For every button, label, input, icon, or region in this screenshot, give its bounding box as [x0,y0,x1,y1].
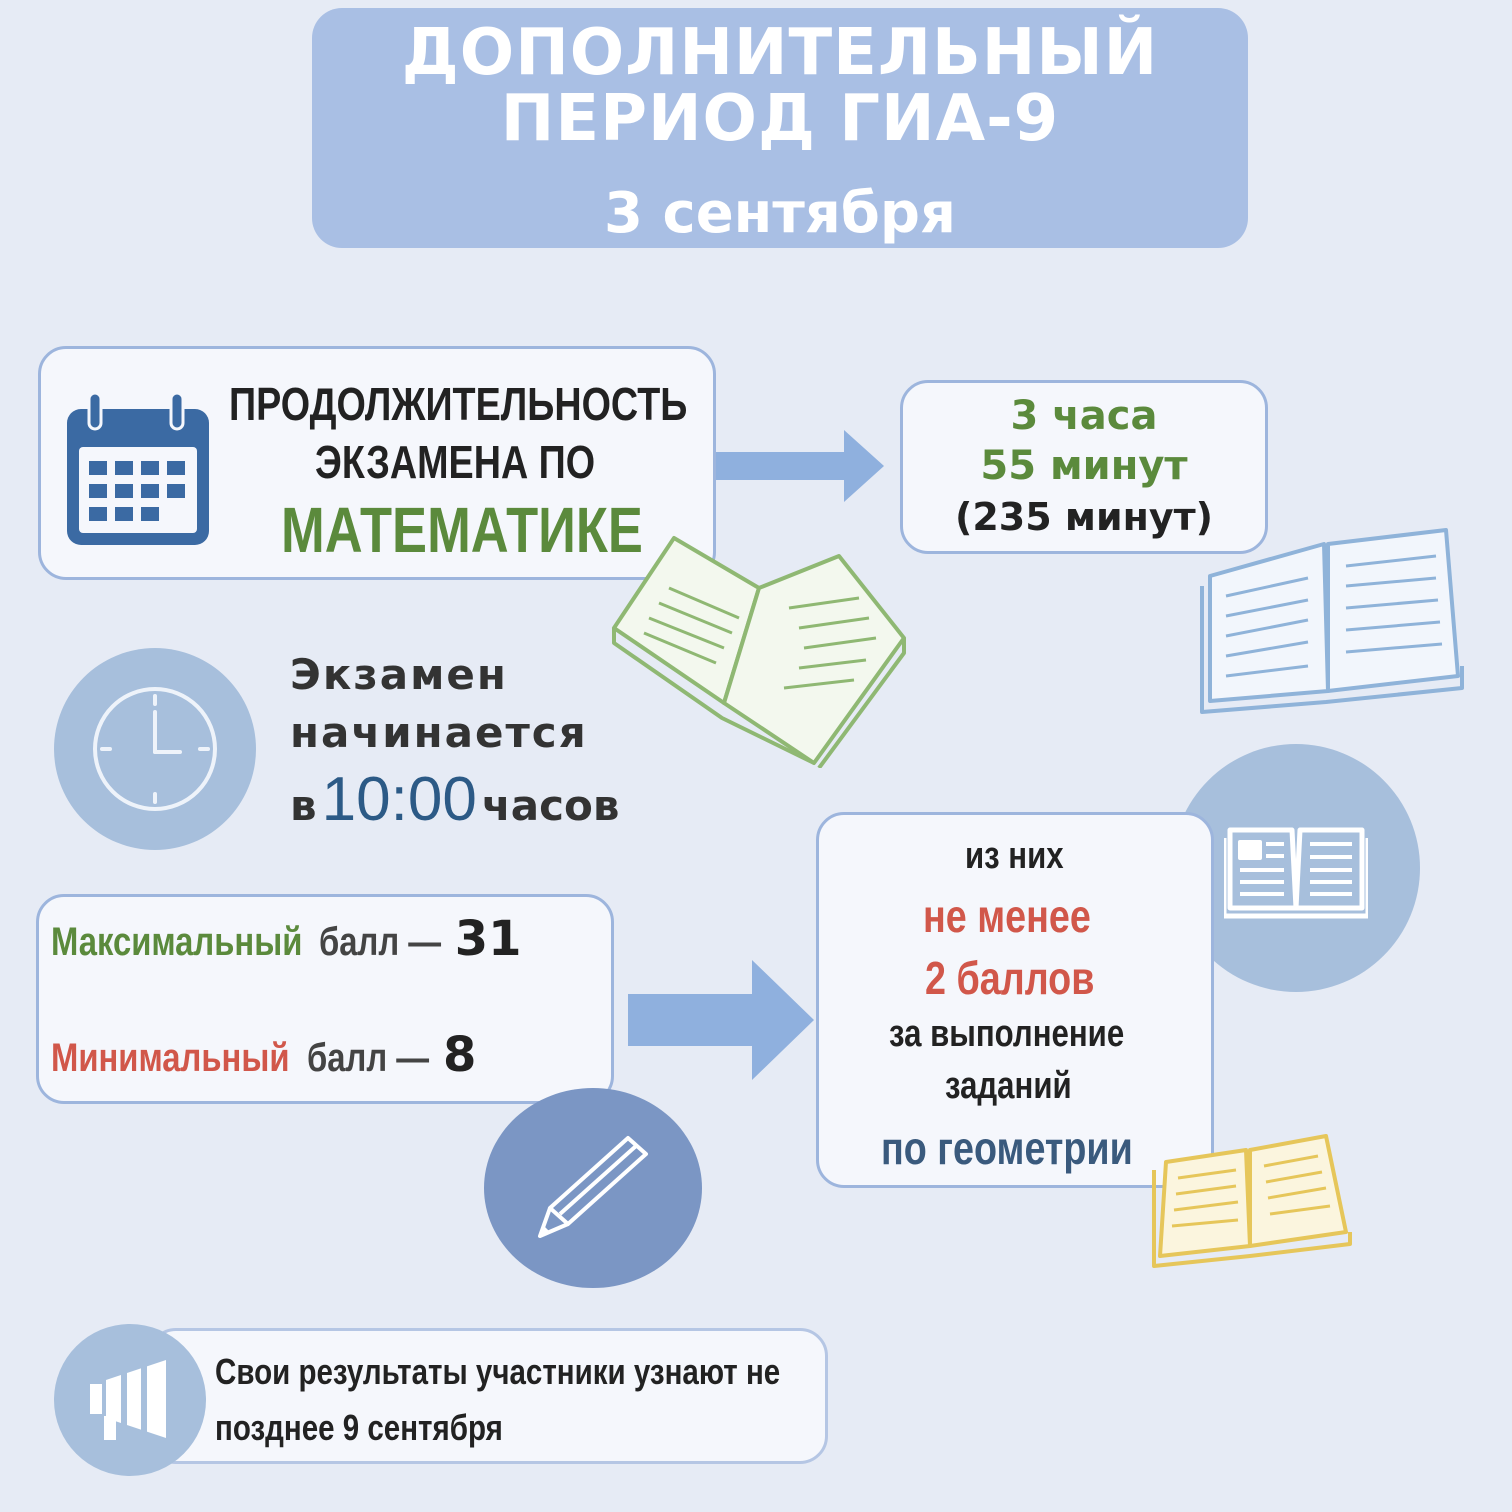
min-score-value: 8 [442,1027,477,1083]
min-score-row [51,1027,476,1083]
page-title: ДОПОЛНИТЕЛЬНЫЙ ПЕРИОД ГИА-9 [401,16,1159,156]
start-time: 10:00 [321,765,477,834]
arrow-right-icon [716,428,886,504]
geometry-line5: заданий [945,1065,1072,1107]
duration-line1: ПРОДОЛЖИТЕЛЬНОСТЬ [229,378,688,430]
geometry-line4: за выполнение [889,1013,1125,1055]
pencil-icon [532,1132,652,1242]
max-score-value: 31 [454,911,522,967]
start-line1: Экзамен [290,650,508,699]
arrow-right-icon [628,960,818,1080]
max-score-dash: балл — [318,920,441,964]
open-book-icon [604,528,914,768]
open-book-icon [1196,516,1468,716]
start-suffix: часов [481,781,620,830]
start-line2: начинается [290,708,588,757]
duration-minutes: 55 минут [980,443,1188,489]
megaphone-circle [54,1324,206,1476]
geometry-subject: по геометрии [881,1122,1133,1174]
open-book-icon [1150,1128,1354,1274]
geometry-line1: из них [965,835,1064,877]
results-line2: позднее 9 сентября [215,1407,503,1448]
geometry-min-value: 2 баллов [925,952,1095,1004]
geometry-min-label: не менее [923,890,1091,942]
min-score-label: Минимальный [51,1036,290,1080]
open-book-icon [1224,820,1368,920]
max-score-row [51,911,521,967]
megaphone-icon [84,1356,180,1446]
clock-icon [90,684,220,814]
results-line1: Свои результаты участники узнают не [215,1351,781,1392]
exam-date: 3 сентября [604,181,956,246]
results-card [148,1328,828,1464]
start-line3 [290,764,619,835]
calendar-icon [63,389,213,551]
max-score-label: Максимальный [51,920,303,964]
duration-total: (235 минут) [954,495,1214,539]
subject-math: МАТЕМАТИКЕ [281,494,643,566]
duration-line2: ЭКЗАМЕНА ПО [315,436,596,488]
clock-circle [54,648,256,850]
min-score-dash: балл — [306,1036,430,1080]
duration-hours: 3 часа [1010,393,1158,439]
scores-card [36,894,614,1104]
start-prefix: в [290,781,317,830]
header-banner [312,8,1248,248]
pencil-circle [484,1088,702,1288]
